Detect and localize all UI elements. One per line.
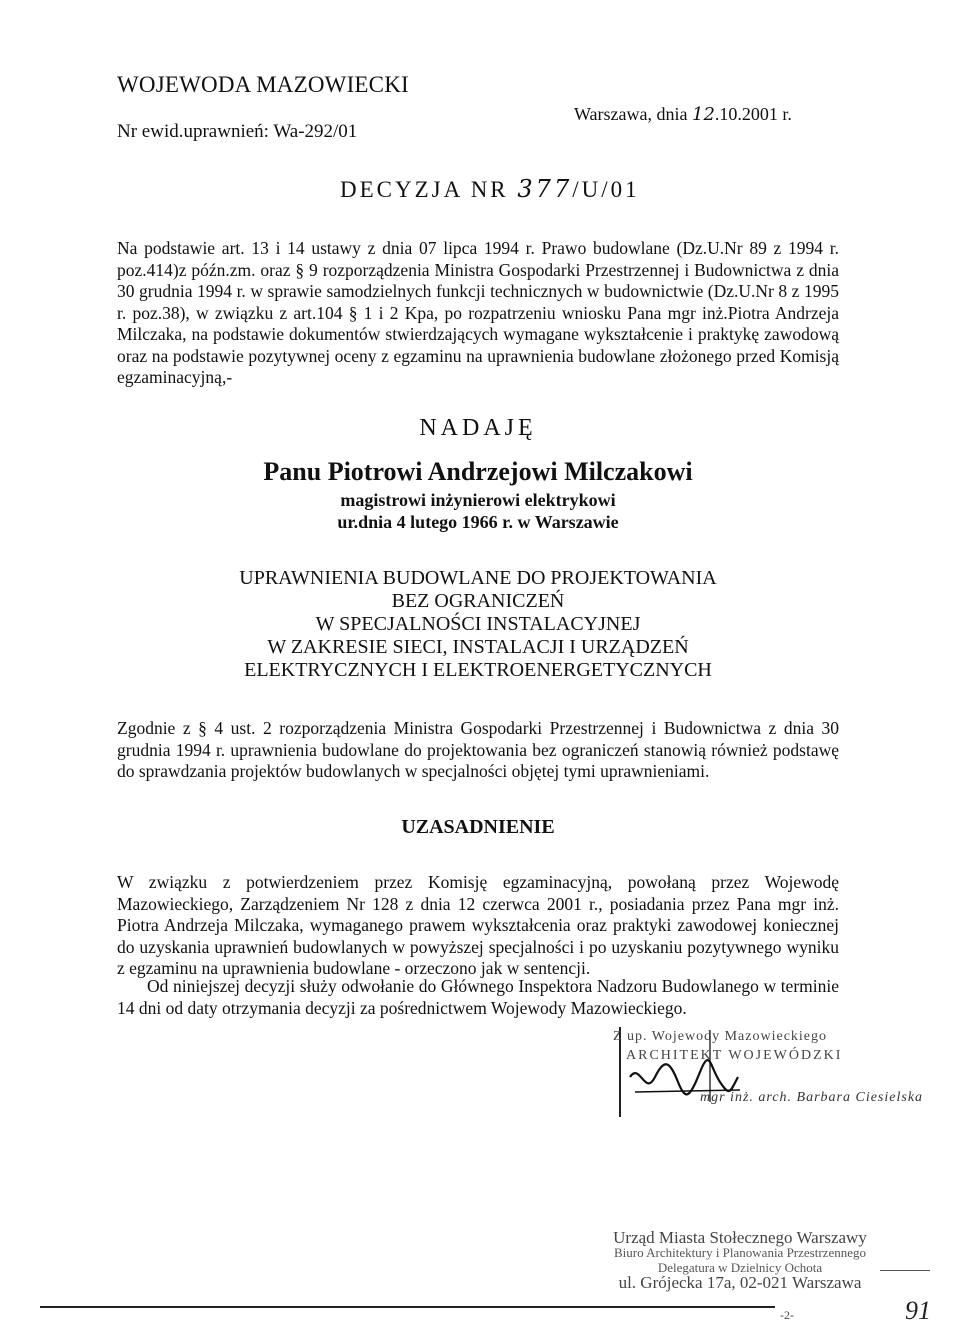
stamp-authorization: Z up. Wojewody Mazowieckiego [613, 1029, 828, 1044]
justification-paragraph: W związku z potwierdzeniem przez Komisję egzaminacyjną, powołaną przez Wojewodę Mazowieckiego, Zarządzeniem Nr 128 z dnia 12 czerwca 2001 r., posiadania przez Pana mgr inż. Piotra Andrzeja Milczaka, wymaganego prawem wykształcenia oraz praktyki zawodowej koniecznej do uzyskania uprawnień budowlanych w powyższej specjalności i po uzyskaniu pozytywnego wyniku z egzaminu na uprawnienia budowlane - orzeczono jak w sentencji. [117, 872, 839, 978]
office-stamp-line: Urząd Miasta Stołecznego Warszawy [613, 1228, 867, 1247]
grant-verb: NADAJĘ [419, 415, 537, 441]
issuing-authority: WOJEWODA MAZOWIECKI [117, 72, 409, 97]
office-stamp [600, 1230, 880, 1290]
recipient-birth: ur.dnia 4 lutego 1966 r. w Warszawie [337, 512, 619, 532]
scope-line: BEZ OGRANICZEŃ [391, 590, 565, 612]
registry-number: Nr ewid.uprawnień: Wa-292/01 [117, 121, 358, 142]
decision-title [340, 175, 640, 203]
stamp-office: ARCHITEKT WOJEWÓDZKI [626, 1048, 843, 1063]
scope-line: ELEKTRYCZNYCH I ELEKTROENERGETYCZNYCH [244, 659, 712, 681]
signatory-name: mgr inż. arch. Barbara Ciesielska [700, 1090, 924, 1105]
recipient-name: Panu Piotrowi Andrzejowi Milczakowi [263, 457, 693, 486]
date-rest: .10.2001 r. [714, 104, 792, 124]
recipient-title: magistrowi inżynierowi elektrykowi [340, 490, 616, 510]
issue-date [574, 104, 792, 125]
according-to-paragraph: Zgodnie z § 4 ust. 2 rozporządzenia Ministra Gospodarki Przestrzennej i Budownictwa z dnia 30 grudnia 1994 r. uprawnienia budowlane do projektowania bez ograniczeń stanowią również podstawę do sprawdzania projektów budowlanych w specjalności objętej tymi uprawnieniami. [117, 718, 839, 781]
scope-line: W SPECJALNOŚCI INSTALACYJNEJ [315, 613, 641, 635]
legal-basis-paragraph: Na podstawie art. 13 i 14 ustawy z dnia 07 lipca 1994 r. Prawo budowlane (Dz.U.Nr 89 z 1994 r. poz.414)z późn.zm. oraz § 9 rozporządzenia Ministra Gospodarki Przestrzennej i Budownictwa z dnia 30 grudnia 1994 r. w sprawie samodzielnych funkcji technicznych w budownictwie (Dz.U.Nr 8 z 1995 r. poz.38), w związku z art.104 § 1 i 2 Kpa, po rozpatrzeniu wniosku Pana mgr inż.Piotra Andrzeja Milczaka, na podstawie dokumentów stwierdzających wymagane wykształcenie i praktykę zawodową oraz na podstawie pozytywnej oceny z egzaminu na uprawnienia budowlane złożonego przed Komisją egzaminacyjną,- [117, 238, 839, 387]
office-stamp-line: Delegatura w Dzielnicy Ochota [657, 1260, 823, 1275]
handwritten-number: 91 [905, 1296, 931, 1325]
justification-heading: UZASADNIENIE [401, 816, 555, 838]
appeal-paragraph: Od niniejszej decyzji służy odwołanie do Głównego Inspektora Nadzoru Budowlanego w terminie 14 dni od daty otrzymania decyzji za pośrednictwem Wojewody Mazowieckiego. [117, 976, 839, 1018]
date-day-handwritten: 12 [692, 104, 715, 125]
office-stamp-line: ul. Grójecka 17a, 02-021 Warszawa [618, 1273, 862, 1292]
date-prefix: Warszawa, dnia [574, 104, 688, 124]
scope-line: UPRAWNIENIA BUDOWLANE DO PROJEKTOWANIA [239, 567, 717, 589]
page-number: -2- [780, 1308, 794, 1322]
permission-scope [117, 567, 839, 682]
decision-number-handwritten: 377 [517, 175, 573, 203]
scope-line: W ZAKRESIE SIECI, INSTALACJI I URZĄDZEŃ [267, 636, 689, 658]
decision-number-suffix: /U/01 [572, 177, 640, 202]
decision-title-prefix: DECYZJA NR [340, 177, 509, 202]
footer-rule [40, 1306, 775, 1308]
office-stamp-line: Biuro Architektury i Planowania Przestrzennego [614, 1245, 866, 1260]
divider [880, 1270, 930, 1271]
